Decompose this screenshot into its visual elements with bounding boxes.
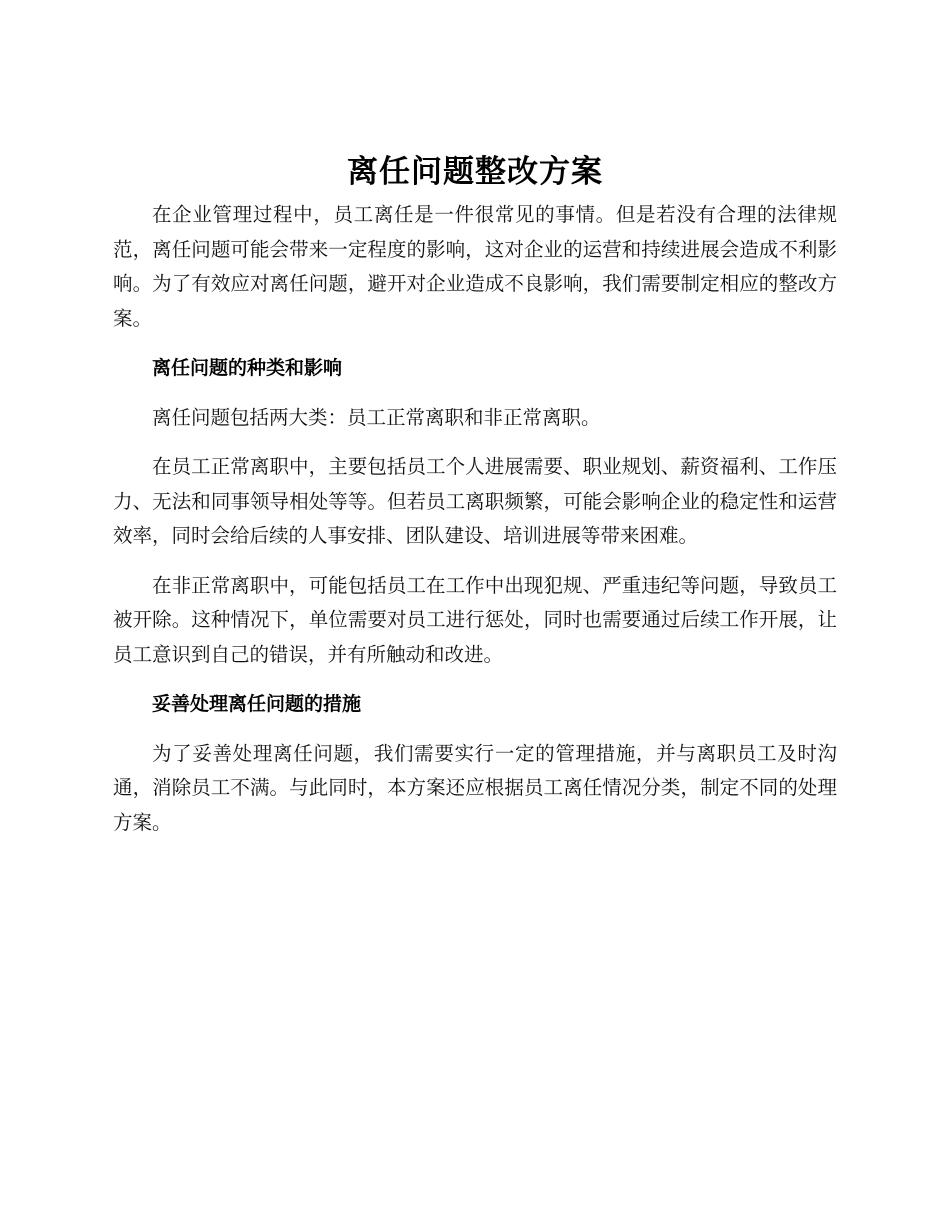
section2-paragraph-1: 为了妥善处理离任问题，我们需要实行一定的管理措施，并与离职员工及时沟通，消除员工不满。与此同时，本方案还应根据员工离任情况分类，制定不同的处理方案。 — [113, 741, 837, 834]
section1-paragraph-2: 在员工正常离职中，主要包括员工个人进展需要、职业规划、薪资福利、工作压力、无法和同事领导相处等等。但若员工离职频繁，可能会影响企业的稳定性和运营效率，同时会给后续的人事安排、团队建设、培训进展等带来困难。 — [113, 455, 837, 547]
document-title: 离任问题整改方案 — [347, 154, 603, 190]
intro-paragraph: 在企业管理过程中，员工离任是一件很常见的事情。但是若没有合理的法律规范，离任问题可能会带来一定程度的影响，这对企业的运营和持续进展会造成不利影响。为了有效应对离任问题，避开对企业造成不良影响，我们需要制定相应的整改方案。 — [113, 203, 837, 330]
section1-paragraph-3: 在非正常离职中，可能包括员工在工作中出现犯规、严重违纪等问题，导致员工被开除。这种情况下，单位需要对员工进行惩处，同时也需要通过后续工作开展，让员工意识到自己的错误，并有所触动和改进。 — [113, 573, 837, 666]
section-heading-types-and-impact: 离任问题的种类和影响 — [151, 357, 342, 379]
section-heading-handling-measures: 妥善处理离任问题的措施 — [151, 693, 361, 715]
section1-paragraph-1: 离任问题包括两大类：员工正常离职和非正常离职。 — [152, 405, 601, 429]
document-body — [113, 150, 837, 840]
